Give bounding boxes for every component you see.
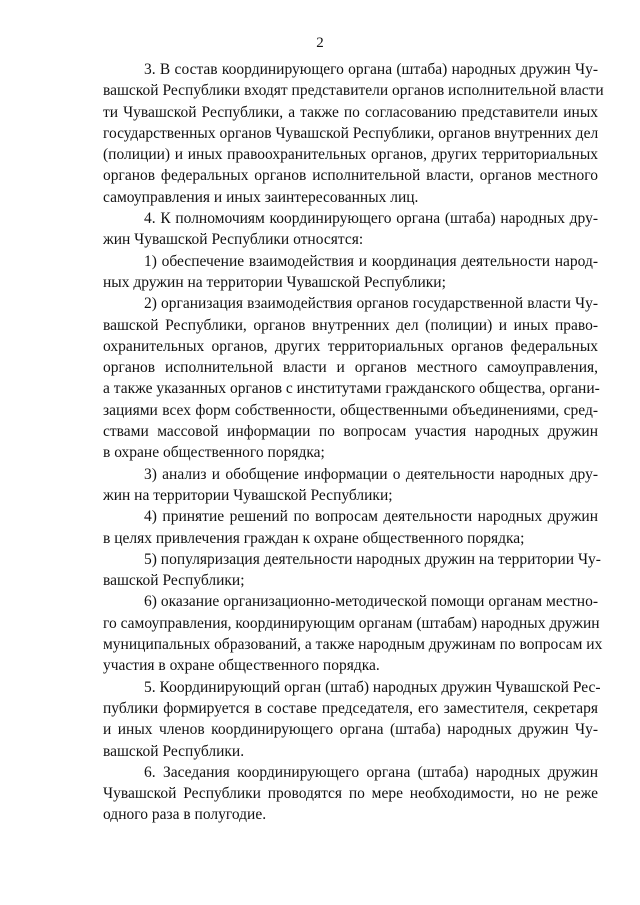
text-line: 1) обеспечение взаимодействия и координация деятельности народ- — [144, 252, 598, 270]
paragraph — [103, 591, 603, 676]
text-line: ных дружин на территории Чувашской Республики; — [103, 273, 446, 291]
text-line: (полиции) и иных правоохранительных органов, других территориальных — [103, 146, 598, 164]
text-line: и иных членов координирующего органа (штаба) народных дружин Чу- — [103, 721, 598, 739]
text-line: одного раза в полугодие. — [103, 806, 267, 824]
paragraph — [103, 208, 598, 251]
paragraph — [103, 293, 598, 463]
text-line: 3. В состав координирующего органа (штаба) народных дружин Чу- — [144, 61, 598, 78]
text-line: 3) анализ и обобщение информации о деятельности народных дру- — [144, 465, 598, 483]
text-line: 5) популяризация деятельности народных дружин на территории Чу- — [144, 550, 601, 568]
text-line: ствами массовой информации по вопросам участия народных дружин — [103, 423, 598, 441]
paragraph — [103, 762, 598, 826]
paragraph — [103, 506, 598, 549]
text-line: зациями всех форм собственности, общественными объединениями, сред- — [103, 401, 598, 419]
text-line: 4. К полномочиям координирующего органа (штаба) народных дру- — [144, 210, 598, 228]
text-line: муниципальных образований, а также народным дружинам по вопросам их — [103, 636, 603, 654]
text-line: органов исполнительной власти и органов местного самоуправления, — [103, 359, 598, 377]
page-number: 2 — [316, 35, 324, 51]
text-line: в целях привлечения граждан к охране общественного порядка; — [103, 529, 525, 547]
text-line: самоуправления и иных заинтересованных лиц. — [103, 188, 419, 206]
text-line: государственных органов Чувашской Республики, органов внутренних дел — [103, 124, 599, 142]
text-line: го самоуправления, координирующим органам (штабам) народных дружин — [103, 614, 600, 632]
text-line: вашской Республики. — [103, 742, 245, 760]
text-line: охранительных органов, других территориальных органов федеральных — [103, 337, 598, 355]
text-line: вашской Республики, органов внутренних дел (полиции) и иных право- — [103, 316, 598, 334]
text-line: а также указанных органов с институтами гражданского общества, органи- — [103, 380, 600, 398]
text-line: Чувашской Республики проводятся по мере необходимости, но не реже — [103, 785, 598, 803]
text-line: 5. Координирующий орган (штаб) народных дружин Чувашской Рес- — [144, 678, 601, 696]
text-line: в охране общественного порядка; — [103, 444, 325, 462]
text-line: 6) оказание организационно-методической помощи органам местно- — [144, 593, 598, 611]
paragraph — [103, 59, 604, 208]
paragraph — [103, 549, 601, 592]
text-line: 6. Заседания координирующего органа (штаба) народных дружин — [144, 763, 598, 781]
document-body — [103, 59, 604, 826]
text-line: 2) организация взаимодействия органов государственной власти Чу- — [144, 295, 598, 313]
text-line: ти Чувашской Республики, а также по согласованию представители иных — [103, 103, 598, 121]
text-line: жин Чувашской Республики относятся: — [103, 231, 364, 249]
text-line: 4) принятие решений по вопросам деятельности народных дружин — [144, 508, 598, 526]
text-line: публики формируется в составе председателя, его заместителя, секретаря — [103, 699, 598, 717]
text-line: вашской Республики входят представители органов исполнительной власти — [103, 82, 604, 100]
text-line: вашской Республики; — [103, 572, 245, 590]
text-line: органов федеральных органов исполнительной власти, органов местного — [103, 167, 598, 185]
paragraph — [103, 464, 598, 507]
text-line: жин на территории Чувашской Республики; — [103, 486, 393, 504]
paragraph — [103, 251, 598, 294]
paragraph — [103, 677, 601, 762]
text-line: участия в охране общественного порядка. — [103, 657, 380, 675]
